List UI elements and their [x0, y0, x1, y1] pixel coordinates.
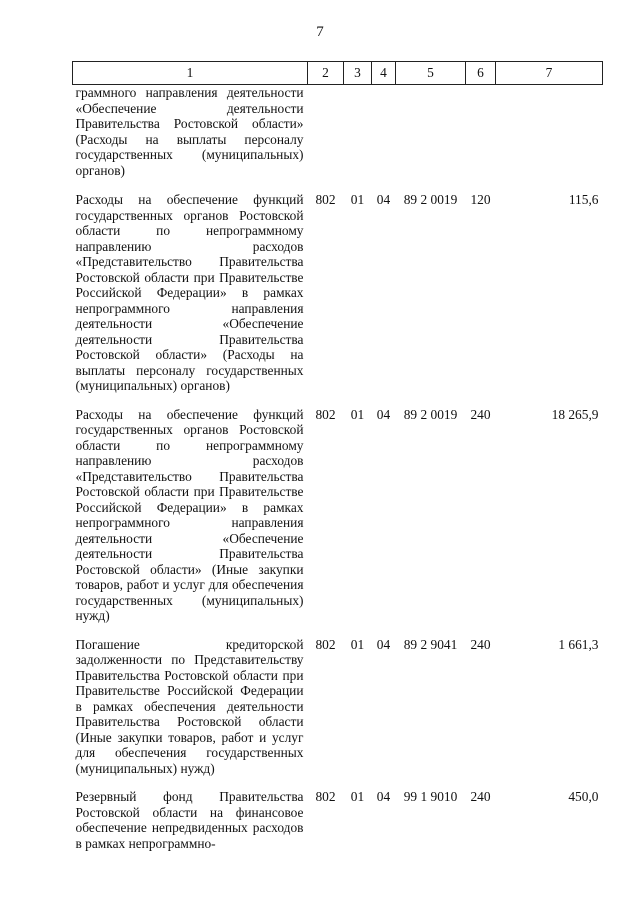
row-col-6: 240 [470, 789, 491, 804]
row-amount [496, 85, 603, 193]
row-col-4: 04 [376, 192, 391, 207]
table-row [73, 637, 603, 790]
row-amount: 115,6 [568, 192, 599, 207]
table-row [73, 192, 603, 407]
table-row [73, 85, 603, 193]
table-body [73, 85, 603, 865]
header-col-5: 5 [396, 62, 466, 85]
header-col-6: 6 [466, 62, 496, 85]
row-col-5: 89 2 0019 [403, 406, 458, 422]
header-col-3: 3 [344, 62, 372, 85]
row-col-3 [344, 85, 372, 193]
row-col-2: 802 [315, 406, 336, 422]
header-col-7: 7 [496, 62, 603, 85]
row-description: Расходы на обеспечение функций государственных органов Ростовской области по непрограммному направлению расходов «Представительство Правительства Ростовской области при Правительстве Российской Федерации» в рамках непрограммного направления деятельности «Обеспечение деятельности Правительства Ростовской области» (Иные закупки товаров, работ и услуг для обеспечения государственных (муниципальных) нужд) [75, 406, 304, 623]
row-col-4: 04 [376, 406, 391, 422]
row-col-6: 240 [470, 406, 491, 422]
row-col-5: 99 1 9010 [403, 789, 458, 804]
row-description: Резервный фонд Правительства Ростовской области на финансовое обеспечение непредвиденных расходов в рамках непрограммно- [75, 789, 304, 851]
row-col-4: 04 [376, 636, 391, 652]
table-header [73, 62, 603, 85]
row-col-6: 120 [470, 192, 491, 207]
row-col-3: 01 [350, 789, 365, 804]
page-number: 7 [316, 24, 324, 40]
table-row [73, 407, 603, 637]
row-description: Погашение кредиторской задолженности по Представительству Правительства Ростовской области при Правительстве Российской Федерации в рамках обеспечения деятельности Правительства Ростовской области (Иные закупки товаров, работ и услуг для обеспечения государственных (муниципальных) нужд) [75, 636, 304, 776]
row-col-4 [372, 85, 396, 193]
row-description: граммного направления деятельности «Обеспечение деятельности Правительства Ростовской области» (Расходы на выплаты персоналу государственных (муниципальных) органов) [75, 85, 304, 178]
row-col-3: 01 [350, 192, 365, 207]
row-col-2 [308, 85, 344, 193]
header-row [73, 62, 603, 85]
row-col-3: 01 [350, 406, 365, 422]
header-col-2: 2 [308, 62, 344, 85]
row-col-6 [466, 85, 496, 193]
budget-table [72, 61, 603, 864]
row-col-2: 802 [315, 192, 336, 207]
row-col-5: 89 2 0019 [403, 192, 458, 207]
row-description: Расходы на обеспечение функций государственных органов Ростовской области по непрограммному направлению расходов «Представительство Правительства Ростовской области при Правительстве Российской Федерации» в рамках непрограммного направления деятельности «Обеспечение деятельности Правительства Ростовской области» (Расходы на выплаты персоналу государственных (муниципальных) органов) [75, 192, 304, 393]
row-amount: 1 661,3 [558, 636, 599, 652]
row-col-5 [396, 85, 466, 193]
row-col-4: 04 [376, 789, 391, 804]
row-col-3: 01 [350, 636, 365, 652]
header-col-4: 4 [372, 62, 396, 85]
row-amount: 450,0 [568, 789, 599, 804]
table-row [73, 789, 603, 864]
row-amount: 18 265,9 [551, 406, 599, 422]
row-col-2: 802 [315, 636, 336, 652]
row-col-5: 89 2 9041 [403, 636, 458, 652]
row-col-2: 802 [315, 789, 336, 804]
header-col-1: 1 [73, 62, 308, 85]
row-col-6: 240 [470, 636, 491, 652]
